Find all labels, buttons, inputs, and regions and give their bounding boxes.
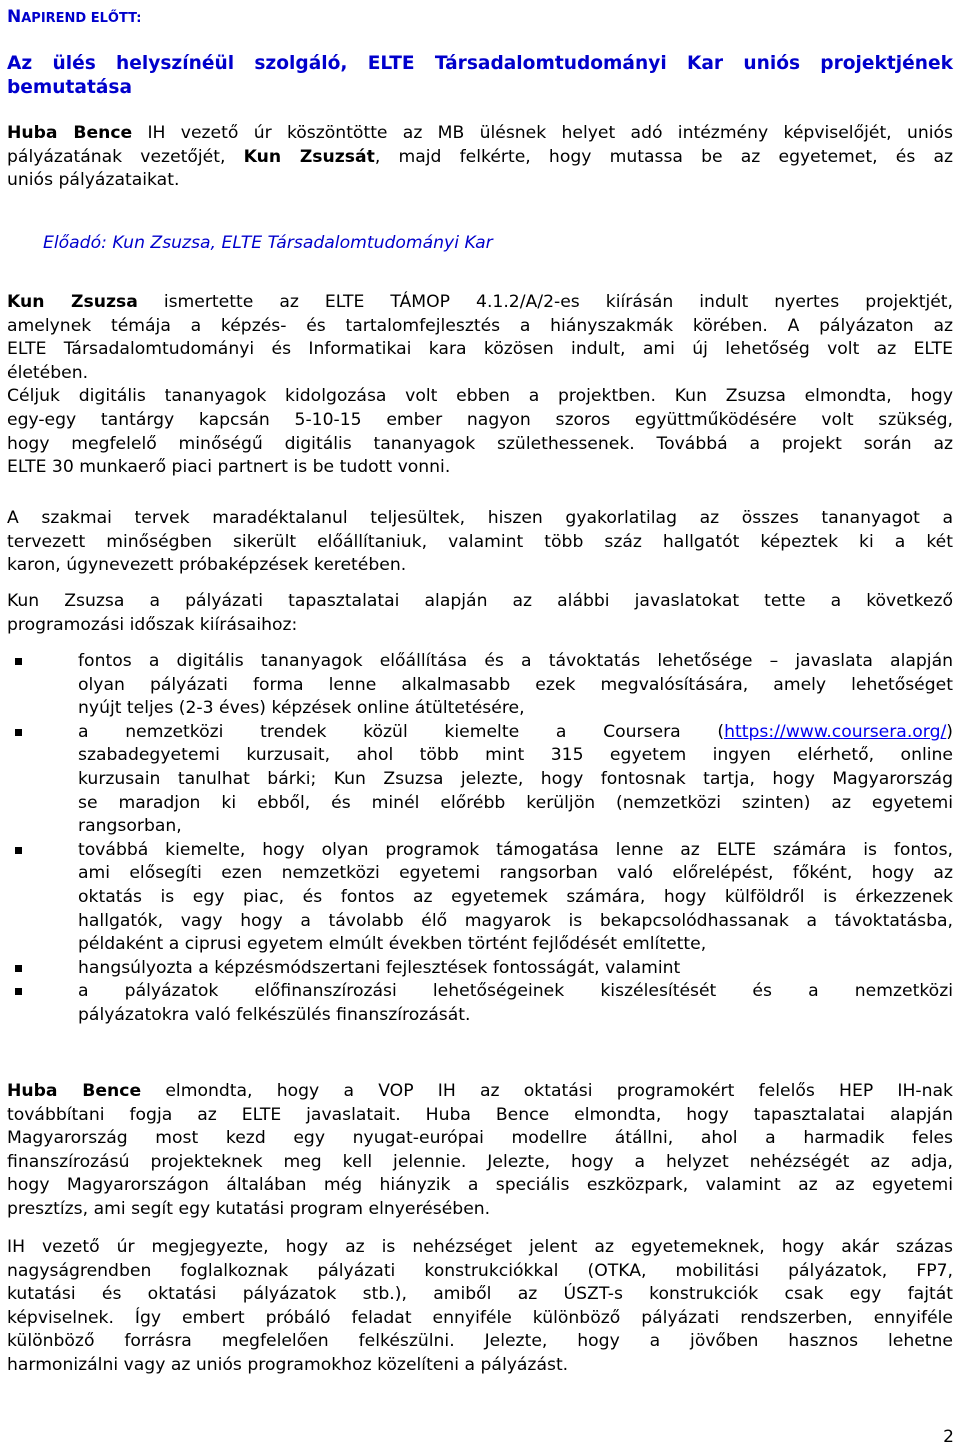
speaker-name: Kun Zsuzsa (7, 292, 138, 312)
section-title-line: Az ülés helyszínéül szolgáló, ELTE Társadalomtudományi Kar uniós projektjének (7, 53, 953, 74)
paragraph-proposals-intro: Kun Zsuzsa a pályázati tapasztalatai alapján az alábbi javaslatokat tette a következő programozási időszak kiírásaihoz: (7, 591, 953, 635)
square-bullet-icon (15, 729, 22, 736)
list-item: a pályázatok előfinanszírozási lehetőségeinek kiszélesítését és a nemzetközi pályázatokra való felkészülés finanszírozását. (7, 980, 953, 1027)
list-item: továbbá kiemelte, hogy olyan programok támogatása lenne az ELTE számára is fontos, ami elősegíti ezen nemzetközi egyetemi rangsorban való előrelépést, főként, hogy az oktatás is egy piac, és fontos az egyetemek számára, hogy külföldről is érkezzenek hallgatók, vagy hogy a távolabb élő magyarok is bekapcsolódhassanak a távoktatásba, példaként a ciprusi egyetem elmúlt években történt fejlődését említette, (7, 839, 953, 957)
coursera-link[interactable]: https://www.coursera.org/ (724, 721, 947, 742)
section-title-line: bemutatása (7, 77, 133, 98)
speaker-name: Huba Bence (7, 1081, 142, 1101)
list-item: fontos a digitális tananyagok előállítása és a távoktatás lehetősége – javaslata alapján olyan pályázati forma lenne alkalmasabb ezek megvalósítására, amely lehetőséget nyújt teljes (2-3 éves) képzések online átültetésére, (7, 650, 953, 721)
section-title (7, 52, 953, 100)
square-bullet-icon (15, 658, 22, 665)
intro-paragraph: Huba Bence IH vezető úr köszöntötte az MB ülésnek helyet adó intézmény képviselőjét, uniós pályázatának vezetőjét, Kun Zsuzsát, majd felkérte, hogy mutassa be az egyetemet, és az uniós pályázataikat. (7, 123, 954, 191)
page-number: 2 (943, 1427, 954, 1447)
presenter-line: Előadó: Kun Zsuzsa, ELTE Társadalomtudományi Kar (43, 233, 493, 253)
paragraph-project: Kun Zsuzsa ismertette az ELTE TÁMOP 4.1.2/A/2-es kiírásán indult nyertes projektjét, amelynek témája a képzés- és tartalomfejlesztés a hiányszakmák körében. A pályázaton az ELTE Társadalomtudományi és Informatikai kara közösen indult, ami új lehetőség volt az ELTE életében. Céljuk digitális tananyagok kidolgozása volt ebben a projektben. Kun Zsuzsa elmondta, hogy egy-egy tantárgy kapcsán 5-10-15 ember nagyon szoros együttműködésére volt szükség, hogy megfelelő minőségű digitális tananyagok születhessenek. Továbbá a projekt során az ELTE 30 munkaerő piaci partnert is be tudott vonni. (7, 292, 953, 478)
speaker-name: Kun Zsuzsát (243, 146, 375, 167)
list-item: a nemzetközi trendek közül kiemelte a Coursera (https://www.coursera.org/) szabadegyetemi kurzusait, ahol több mint 315 egyetem ingyen elérhető, online kurzusain tanulhat bárki; Kun Zsuzsa jelezte, hogy fontosnak tartja, hogy Magyarország se maradjon ki ebből, és minél előrébb kerüljön (nemzetközi szinten) az egyetemi rangsorban, (7, 721, 953, 839)
paragraph-closing: IH vezető úr megjegyezte, hogy az is nehézséget jelent az egyetemeknek, hogy akár százas nagyságrendben foglalkoznak pályázati konstrukciókkal (OTKA, mobilitási pályázatok, FP7, kutatási és oktatási pályázatok stb.), amiből az ÚSZT-s konstrukciók csak egy fajtát képviselnek. Így embert próbáló feladat ennyiféle különböző pályázati rendszerben, ennyiféle különböző forrásra megfelelően felkészülni. Jelezte, hogy a jövőben hasznos lehetne harmonizálni vagy az uniós programokhoz közelíteni a pályázást. (7, 1237, 953, 1375)
speaker-name: Huba Bence (7, 123, 133, 143)
paragraph-response: Huba Bence elmondta, hogy a VOP IH az oktatási programokért felelős HEP IH-nak továbbítani fogja az ELTE javaslatait. Huba Bence elmondta, hogy tapasztalatai alapján Magyarország most kezd egy nyugat-európai modellre átállni, ahol a harmadik feles finanszírozású projekteknek meg kell jelennie. Jelezte, hogy a helyzet nehézségét az adja, hogy Magyarországon általában még hiányzik a speciális eszközpark, valamint az az egyetemi presztízs, ami segít egy kutatási program elnyerésében. (7, 1081, 953, 1219)
paragraph-results: A szakmai tervek maradéktalanul teljesültek, hiszen gyakorlatilag az összes tananyagot a tervezett minőségben sikerült előállítaniuk, valamint több száz hallgatót képeztek ki a két karon, úgynevezett próbaképzések keretében. (7, 508, 953, 576)
proposals-list (7, 650, 953, 1028)
square-bullet-icon (15, 988, 22, 995)
square-bullet-icon (15, 847, 22, 854)
agenda-heading: NAPIREND ELŐTT: (7, 7, 142, 27)
square-bullet-icon (15, 965, 22, 972)
list-item: hangsúlyozta a képzésmódszertani fejlesztések fontosságát, valamint (7, 957, 953, 981)
